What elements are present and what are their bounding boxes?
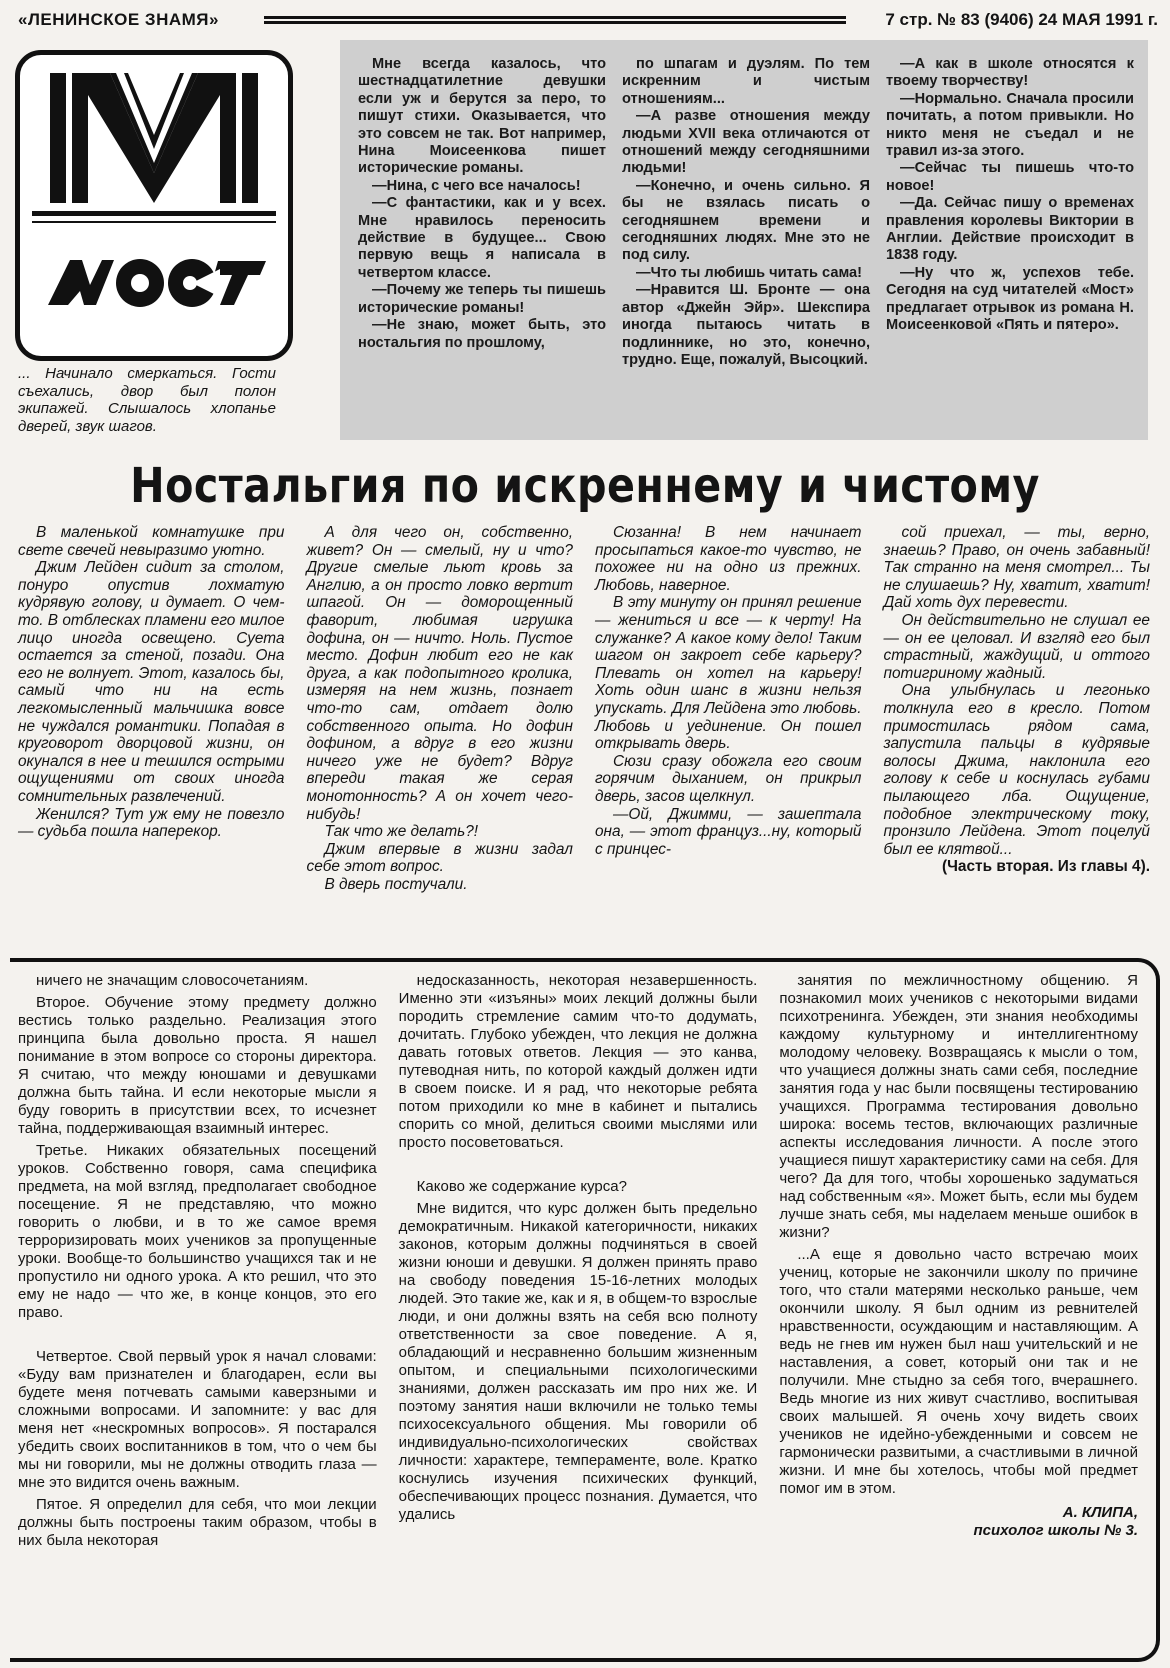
paragraph: Сюзи сразу обожгла его своим горячим дыханием, он прикрыл дверь, засов щелкнул. xyxy=(595,752,862,805)
masthead xyxy=(12,6,1158,34)
masthead-rule xyxy=(264,16,846,24)
paragraph: —Да. Сейчас пишу о временах правления королевы Виктории в Англии. Действие происходит в 1838 году. xyxy=(886,195,1134,264)
story-column-4 xyxy=(884,524,1151,934)
paragraph: В маленькой комнатушке при свете свечей невыразимо уютно. xyxy=(18,524,285,559)
paragraph: —С фантастики, как и у всех. Мне нравилось переносить действие в будущее... Свою первую вещь я написала в четвертом классе. xyxy=(358,195,606,281)
issue-info: 7 стр. № 83 (9406) 24 МАЯ 1991 г. xyxy=(885,10,1158,29)
headline: Ностальгия по искреннему и чистому xyxy=(130,458,1040,514)
paragraph: Третье. Никаких обязательных посещений уроков. Собственно говоря, сама специфика предмета, на мой взгляд, предполагает свободное посещение. Я не представляю, что можно говорить о любви, и в то же самое время терроризировать моих учеников за пропущенные уроки. Вообще-то большинство учащихся так и не пропустило ни одного урока. А кто решил, что это ему не надо — что же, в конце концов, это его право. xyxy=(18,1142,377,1321)
interview-column-2 xyxy=(622,56,870,430)
paragraph: Так что же делать?! xyxy=(324,823,479,841)
excerpt-source: (Часть вторая. Из главы 4). xyxy=(941,858,1150,876)
paragraph: занятия по межличностному общению. Я познакомил моих учеников с некоторыми видами психотренинга. Убежден, эти знания необходимы каждому культурному и интеллигентному молодому человеку. Возвращаясь к мысли о том, что учащиеся должны знать сами себя, последние занятия года у нас были посвящены тестированию учащихся. Программа тестирования довольно широка: восемь тестов, включающих различные аспекты исследования личности. А после этого учащиеся пишут характеристику сами на себя. Для чего? Да для того, чтобы хорошенько задуматься над собственным «я». Может быть, если мы будем лучше знать себя, мы наделаем меньше ошибок в жизни? xyxy=(779,972,1139,1241)
paragraph: —Нравится Ш. Бронте — она автор «Джейн Эйр». Шекспира иногда пытаюсь читать в подлиннике, но это, конечно, трудно. Еще, пожалуй, Высоцкий. xyxy=(622,282,870,368)
most-logo-icon xyxy=(20,55,288,356)
most-logo xyxy=(15,50,293,361)
interview-column-1 xyxy=(358,56,606,430)
story-column-2 xyxy=(307,524,574,934)
paragraph: ...А еще я довольно часто встречаю моих учениц, которые не закончили школу по причине того, что стали матерями несколько раньше, чем окончили школу. Я был одним из ревнителей нравственности, осуждающим и наставляющим. А ведь не гнев им нужен был наш учительский и не наставления, а совет, который они так и не получили. Мне стыдно за себя того, вчерашнего. Ведь многие из них живут счастливо, воспитывая своих малышей. Я очень хочу видеть своих учеников не идейно-убежденными и совсем не гармонически развитыми, а счастливыми в личной жизни. И мне бы хотелось, чтобы мой предмет помог им в этом. xyxy=(779,1246,1139,1497)
paragraph: —Сейчас ты пишешь что-то новое! xyxy=(886,160,1134,194)
paragraph: недосказанность, некоторая незавершенность. Именно эти «изъяны» моих лекций должны были породить стремление самим что-то додумать, дочитать. Глубоко убежден, что лекция не должна давать готовых ответов. Лекция — это канва, путеводная нить, по которой каждый должен идти в своем поиске. И я рад, что некоторые ребята потом приходили ко мне в кабинет и пытались спорить со мной, делиться своими мыслями или просто посоветоваться. xyxy=(398,972,758,1151)
newspaper-name: «ЛЕНИНСКОЕ ЗНАМЯ» xyxy=(18,10,219,29)
paragraph: Он действительно не слушал ее — он ее целовал. И взгляд его был страстный, жаждущий, и оттого потигриному жадный. xyxy=(883,611,1150,682)
paragraph: Пятое. Я определил для себя, что мои лекции должны быть построены таким образом, чтобы в них была некоторая xyxy=(18,1496,377,1549)
interview-column-3 xyxy=(886,56,1134,430)
paragraph: —Нина, с чего все началось! xyxy=(372,177,581,194)
spacer xyxy=(18,1326,377,1348)
interview-block xyxy=(340,40,1148,440)
paragraph: —Нормально. Сначала просили почитать, а потом привыкли. Но никто меня не съедал и не травил из-за этого. xyxy=(886,90,1134,160)
spacer xyxy=(399,1156,758,1178)
paragraph: А для чего он, собственно, живет? Он — смелый, ну и что? Другие смелые льют кровь за Англию, а он просто ловко вертит шпагой. Он — доморощенный фаворит, любимая игрушка дофина, он — ничто. Ноль. Пустое место. Дофин любит его не как друга, а как подопытного кролика, измеряя на нем жизнь, познает что-то сам, отдает долю собственного опыта. Но дофин дофином, а вдруг в его жизни ничего уже не будет? Вдруг впереди такая же серая монотонность? А он хочет чего-нибудь! xyxy=(306,524,573,823)
article-column-1 xyxy=(18,972,377,1652)
paragraph: В дверь постучали. xyxy=(324,875,468,893)
article-column-3 xyxy=(779,972,1138,1652)
paragraph: —Что ты любишь читать сама! xyxy=(636,264,863,281)
story-column-3 xyxy=(595,524,862,934)
paragraph: Мне видится, что курс должен быть предельно демократичным. Никакой категоричности, никаких законов, которым должны подчиняться в своей жизни юноши и девушки. Я должен принять право на свободу поведения 15-16-летних молодых людей. Это такие же, как и я, в общем-то взрослые люди, и они должны взять на себя всю полноту ответственности за свое поведение. А я, обладающий и несравненно большим жизненным опытом, и специальными психологическими знаниями, должен рассказать им про них же. И поэтому занятия наши включили не только темы психосексуального общения. Мы говорили об индивидуально-психологических свойствах личности: характере, темпераменте, воле. Кратко коснулись изучения психических функций, обеспечивающих процесс познания. Думается, что удались xyxy=(398,1200,758,1523)
paragraph: Джим впервые в жизни задал себе этот вопрос. xyxy=(306,840,573,876)
paragraph: сой приехал, — ты, верно, знаешь? Право, он очень забавный! Так странно на меня смотрел... Ты не слушаешь? Ну, хватит, хватит! Дай хоть дух перевести. xyxy=(883,524,1150,612)
logo-caption: ... Начинало смеркаться. Гости съехались, двор был полон экипажей. Слышалось хлопанье дверей, звук шагов. xyxy=(18,365,276,435)
paragraph: Она улыбнулась и легонько толкнула его в кресло. Потом примостилась рядом сама, запустила пальцы в кудрявые волосы Джима, наклонила его голову к себе и коснулась губами пылающего лба. Ощущение, подобное электрическому току, пронзило Лейдена. Этот поцелуй был ее клятвой... xyxy=(883,682,1150,858)
story-column-1 xyxy=(18,524,285,934)
paragraph: по шпагам и дуэлям. По тем искренним и чистым отношениям... xyxy=(622,56,870,107)
paragraph: Женился? Тут уж ему не повезло — судьба пошла наперекор. xyxy=(18,805,285,841)
paragraph: —Ну что ж, успехов тебе. Сегодня на суд читателей «Мост» предлагает отрывок из романа Н. Моисеенковой «Пять и пятеро». xyxy=(886,264,1134,334)
paragraph: Каково же содержание курса? xyxy=(416,1178,627,1195)
paragraph: —Не знаю, может быть, это ностальгия по прошлому, xyxy=(358,317,606,351)
paragraph: ничего не значащим словосочетаниям. xyxy=(36,972,309,989)
paragraph: —Почему же теперь ты пишешь исторические романы! xyxy=(358,282,606,316)
paragraph: Второе. Обучение этому предмету должно вестись только раздельно. Реализация этого принципа была довольно проста. Я нашел понимание в этом вопросе со стороны директора. Я считаю, что между юношами и девушками должна быть тайна. И если некоторые мысли я буду говорить в присутствии всех, то исчезнет тайна, поддерживающая взаимный интерес. xyxy=(18,994,377,1137)
author-name: А. КЛИПА, xyxy=(1062,1504,1139,1521)
paragraph: —А разве отношения между людьми XVII века отличаются от отношений между сегодняшними людьми! xyxy=(622,108,870,177)
paragraph: Сюзанна! В нем начинает просыпаться какое-то чувство, не похожее ни на одно из прежних. Любовь, наверное. xyxy=(595,524,862,594)
paragraph: Четвертое. Свой первый урок я начал словами: «Буду вам признателен и благодарен, если вы будете меня потчевать самыми каверзными и сложными вопросами. И запомните: у вас для меня нет «нескромных вопросов». Я постарался убедить своих воспитанников в том, что о чем бы мы ни говорили, мы не должны отводить глаза — мне это видится очень важным. xyxy=(18,1348,377,1491)
author-role: психолог школы № 3. xyxy=(973,1522,1139,1539)
paragraph: Джим Лейден сидит за столом, понуро опустив лохматую кудрявую голову, и думает. О чем-то. В отблесках пламени его милое лицо иногда освещено. Суета остается за стеной, позади. Она его не волнует. Этот, казалось бы, самый что ни на есть легкомысленный мальчишка вовсе не чуждался романтики. Попадая в круговорот дворцовой жизни, он окунался в нее и тешился острыми ощущениями от своих иногда сомнительных развлечений. xyxy=(18,559,285,805)
paragraph: —Конечно, и очень сильно. Я бы не взялась писать о сегодняшнем времени и сегодняшних людях. Мне это не под силу. xyxy=(622,177,870,264)
paragraph: —А как в школе относятся к твоему творчеству! xyxy=(886,56,1134,90)
novel-excerpt xyxy=(18,524,1150,934)
article-column-2 xyxy=(399,972,758,1652)
psychologist-article xyxy=(18,972,1138,1652)
paragraph: В эту минуту он принял решение — жениться и все — к черту! На служанке? А какое кому дело! Таким шагом он закроет себе карьеру? Плевать он хотел на карьеру! Хоть один шанс в жизни нельзя упускать. Для Лейдена это любовь. Любовь и уединение. Он пошел открывать дверь. xyxy=(595,594,862,753)
paragraph: —Ой, Джимми, — зашептала она, — этот француз...ну, который с принцес- xyxy=(595,805,862,858)
paragraph: Мне всегда казалось, что шестнадцатилетние девушки если уж и берутся за перо, то пишут стихи. Оказывается, что это совсем не так. Вот например, Нина Моисеенкова пишет исторические романы. xyxy=(358,56,606,177)
